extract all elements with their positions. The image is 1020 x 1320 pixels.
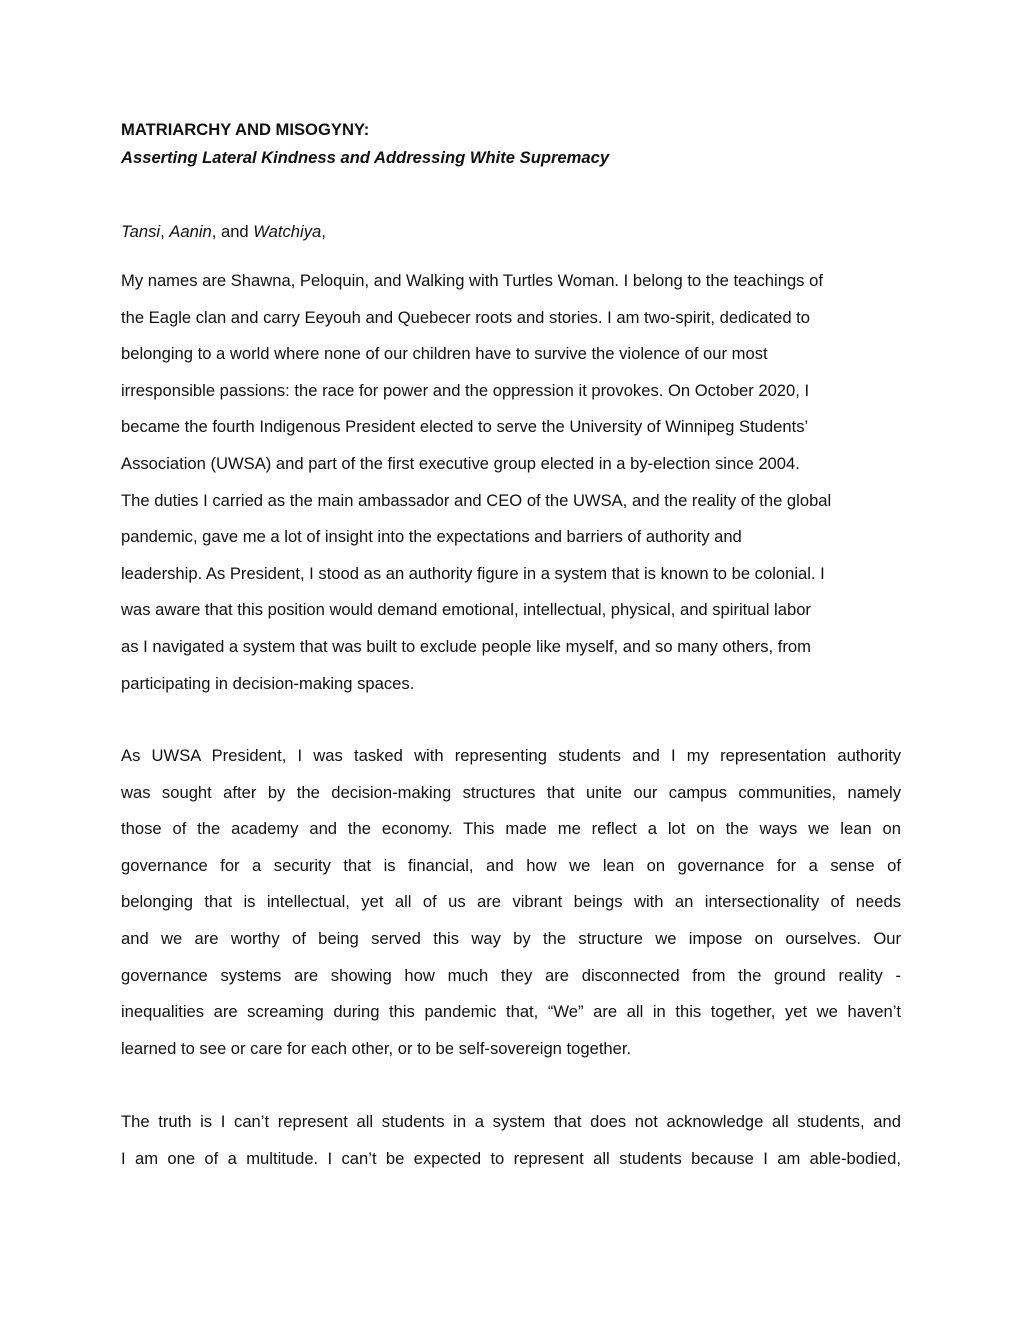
document-subtitle: Asserting Lateral Kindness and Addressing White Supremacy xyxy=(121,148,610,167)
document-title: MATRIARCHY AND MISOGYNY: xyxy=(121,120,370,139)
paragraph-line: inequalities are screaming during this pandemic that, “We” are all in this together, yet we haven’t xyxy=(121,1002,901,1022)
paragraph-line: irresponsible passions: the race for power and the oppression it provokes. On October 2020, I xyxy=(121,380,810,400)
paragraph-line: the Eagle clan and carry Eeyouh and Quebecer roots and stories. I am two-spirit, dedicated to xyxy=(121,307,811,327)
paragraph-line: learned to see or care for each other, or to be self-sovereign together. xyxy=(121,1038,632,1058)
paragraph-line: Association (UWSA) and part of the first executive group elected in a by-election since 2004. xyxy=(121,454,800,473)
paragraph-line: pandemic, gave me a lot of insight into the expectations and barriers of authority and xyxy=(121,527,742,547)
paragraph-line: became the fourth Indigenous President elected to serve the University of Winnipeg Students’ xyxy=(121,417,809,437)
paragraph-line: governance systems are showing how much they are disconnected from the ground reality - xyxy=(121,965,901,985)
paragraph-line: My names are Shawna, Peloquin, and Walking with Turtles Woman. I belong to the teachings of xyxy=(121,271,823,290)
paragraph-line: The duties I carried as the main ambassador and CEO of the UWSA, and the reality of the global xyxy=(121,490,832,510)
paragraph-line: those of the academy and the economy. This made me reflect a lot on the ways we lean on xyxy=(121,819,901,839)
paragraph-line: I am one of a multitude. I can’t be expected to represent all students because I am able-bodied, xyxy=(121,1148,901,1168)
paragraph-line: belonging that is intellectual, yet all of us are vibrant beings with an intersectionality of needs xyxy=(121,892,901,912)
paragraph-line: was aware that this position would demand emotional, intellectual, physical, and spiritual labor xyxy=(121,600,811,620)
paragraph-line: As UWSA President, I was tasked with representing students and I my representation authority xyxy=(121,746,901,765)
greeting-sep: , and xyxy=(211,222,254,241)
greeting-sep: , xyxy=(321,222,326,241)
paragraph-line: and we are worthy of being served this way by the structure we impose on ourselves. Our xyxy=(121,929,901,948)
paragraph-line: belonging to a world where none of our children have to survive the violence of our most xyxy=(121,344,768,364)
paragraph-line: as I navigated a system that was built to exclude people like myself, and so many others, from xyxy=(121,637,811,656)
paragraph-line: was sought after by the decision-making structures that unite our campus communities, namely xyxy=(121,782,901,802)
paragraph-line: leadership. As President, I stood as an authority figure in a system that is known to be colonial. I xyxy=(121,563,825,583)
paragraph-line: participating in decision-making spaces. xyxy=(121,673,415,693)
paragraph-line: governance for a security that is financial, and how we lean on governance for a sense of xyxy=(121,855,901,875)
greeting-word: Tansi xyxy=(121,222,161,241)
paragraph-line: The truth is I can’t represent all students in a system that does not acknowledge all students, and xyxy=(121,1112,901,1131)
greeting-word: Watchiya xyxy=(253,222,322,241)
greeting-sep: , xyxy=(160,222,170,241)
greeting-word: Aanin xyxy=(169,222,212,241)
greeting xyxy=(121,222,901,242)
